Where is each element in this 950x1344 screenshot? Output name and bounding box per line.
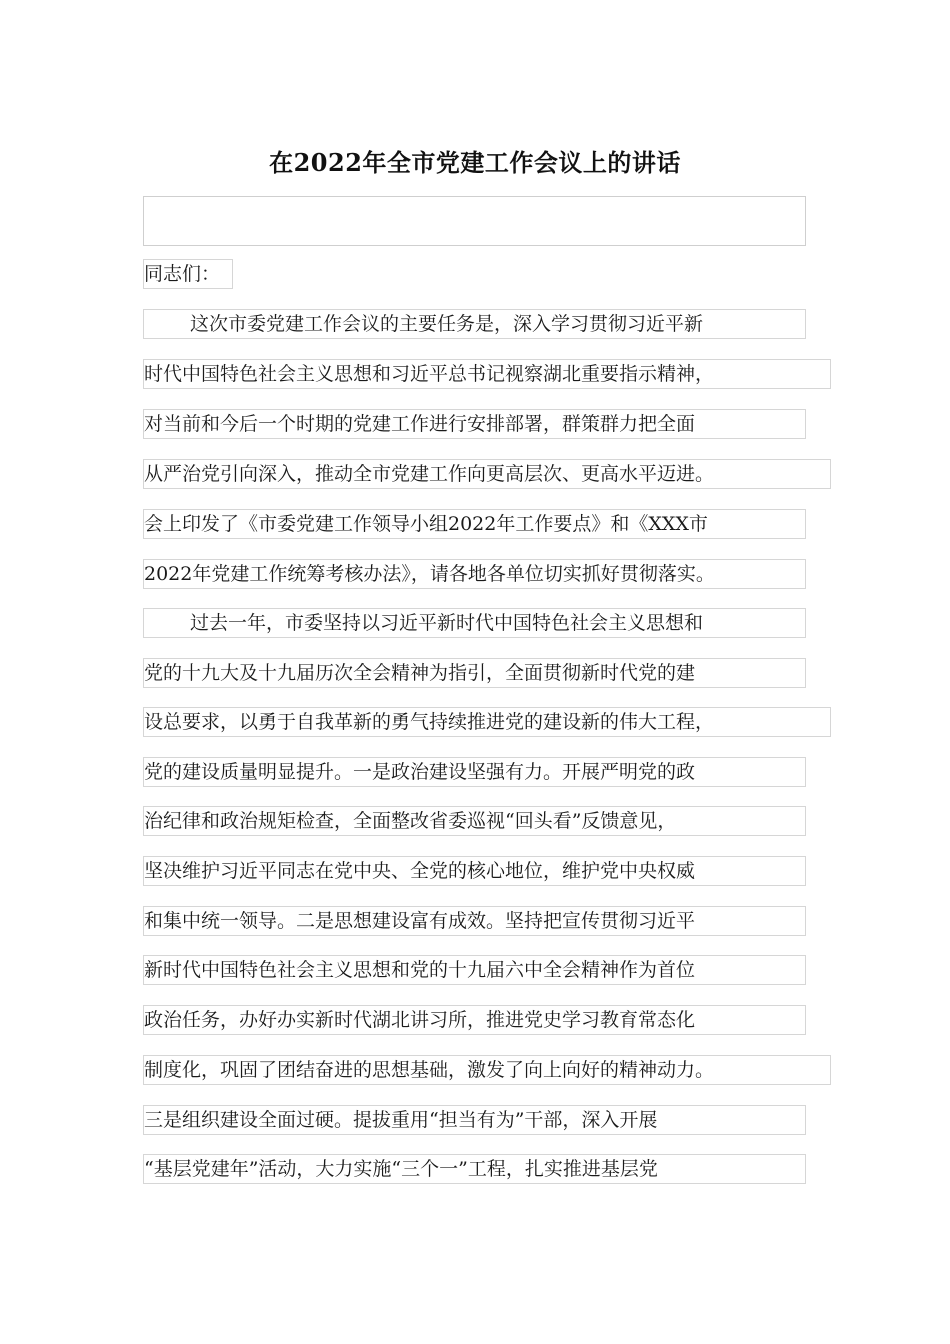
- text-line: 会上印发了《市委党建工作领导小组2022年工作要点》和《XXX市: [143, 509, 806, 539]
- text-line: 制度化，巩固了团结奋进的思想基础，激发了向上向好的精神动力。: [143, 1055, 831, 1085]
- text-line: 时代中国特色社会主义思想和习近平总书记视察湖北重要指示精神，: [143, 359, 831, 389]
- text-line: “基层党建年”活动，大力实施“三个一”工程，扎实推进基层党: [143, 1154, 806, 1184]
- text-line: 过去一年，市委坚持以习近平新时代中国特色社会主义思想和: [143, 608, 806, 638]
- text-line: 这次市委党建工作会议的主要任务是，深入学习贯彻习近平新: [143, 309, 806, 339]
- text-line: 治纪律和政治规矩检查，全面整改省委巡视“回头看”反馈意见，: [143, 806, 806, 836]
- empty-text-box: [143, 196, 806, 246]
- salutation: 同志们：: [143, 259, 233, 289]
- document-title: 在2022年全市党建工作会议上的讲话: [269, 148, 681, 177]
- text-line: 和集中统一领导。二是思想建设富有成效。坚持把宣传贯彻习近平: [143, 906, 806, 936]
- text-line: 新时代中国特色社会主义思想和党的十九届六中全会精神作为首位: [143, 955, 806, 985]
- text-line: 党的建设质量明显提升。一是政治建设坚强有力。开展严明党的政: [143, 757, 806, 787]
- text-line: 党的十九大及十九届历次全会精神为指引，全面贯彻新时代党的建: [143, 658, 806, 688]
- text-line: 三是组织建设全面过硬。提拔重用“担当有为”干部，深入开展: [143, 1105, 806, 1135]
- text-line: 设总要求，以勇于自我革新的勇气持续推进党的建设新的伟大工程，: [143, 707, 831, 737]
- text-line: 坚决维护习近平同志在党中央、全党的核心地位，维护党中央权威: [143, 856, 806, 886]
- text-line: 2022年党建工作统筹考核办法》，请各地各单位切实抓好贯彻落实。: [143, 559, 806, 589]
- text-line: 从严治党引向深入，推动全市党建工作向更高层次、更高水平迈进。: [143, 459, 831, 489]
- text-line: 对当前和今后一个时期的党建工作进行安排部署，群策群力把全面: [143, 409, 806, 439]
- text-line: 政治任务，办好办实新时代湖北讲习所，推进党史学习教育常态化: [143, 1005, 806, 1035]
